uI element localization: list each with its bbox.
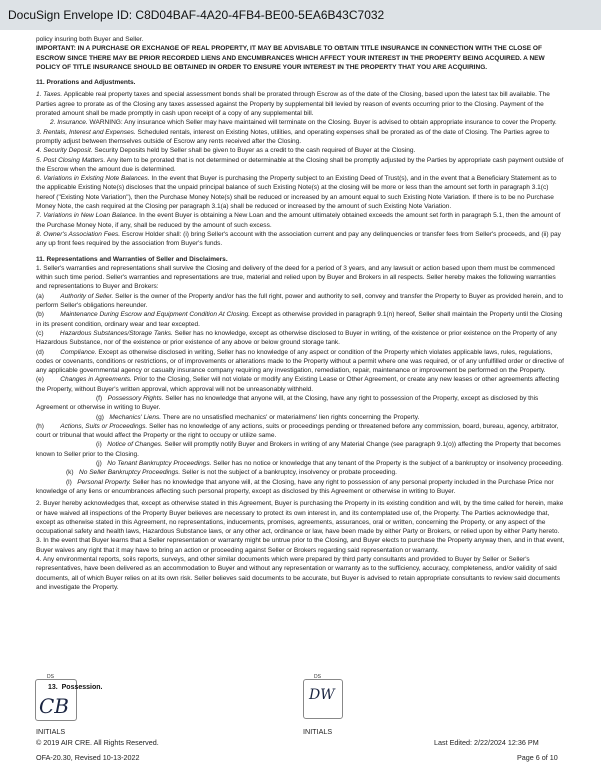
warranty-h: (h) Actions, Suits or Proceedings. Seller has no knowledge of any actions, suits or proceedings pending or threatened before any commission, board, bureau, agency, arbitrator, court or tribunal that would affect the Property or the right to occupy or utilize same. bbox=[36, 422, 559, 440]
possession-heading: 13. Possession. bbox=[48, 684, 103, 691]
contract-body bbox=[36, 35, 566, 592]
warranty-k: (k) No Seller Bankruptcy Proceedings. Seller is not the subject of a bankruptcy, insolvency or probate proceeding. bbox=[66, 469, 397, 477]
initials-label-left: INITIALS bbox=[36, 727, 66, 736]
warranty-g: (g) Mechanics' Liens. There are no unsatisfied mechanics' or materialmens' lien rights concerning the Property. bbox=[96, 413, 420, 421]
warranty-d: (d) Compliance. Except as otherwise disclosed in writing, Seller has no knowledge of any aspect or condition of the Property which violates applicable laws, rules, regulations, codes or covenants, conditions or restrictions, or of improvements or alterations made to the Property without a permit where one was required, or of any unfulfilled order or directive of any applicable governmental agency or casualty insurance company requiring any investigation, remediation, repair, maintenance or improvement be performed on the Property. bbox=[36, 348, 564, 375]
initials-label-right: INITIALS bbox=[303, 727, 333, 736]
proration-rentals: 3. Rentals, Interest and Expenses. Scheduled rentals, interest on Existing Notes, utilities, and operating expenses shall be prorated as of the date of Closing. The Parties agree to promptly adjust between themselves outside of Escrow any rents received after the Closing. bbox=[36, 128, 550, 145]
warranty-f: (f) Possessory Rights. Seller has no knowledge that anyone will, at the Closing, have any right to possession of the Property, except as disclosed by this Agreement or otherwise in writing to Buyer. bbox=[36, 394, 539, 412]
warranty-c: (c) Hazardous Substances/Storage Tanks. Seller has no knowledge, except as otherwise disclosed to Buyer in writing, of the existence or prior existence on the Property of any Hazardous Substance, nor of the existence or prior existence of any above or below ground storage tank. bbox=[36, 329, 557, 347]
warranty-b: (b) Maintenance During Escrow and Equipment Condition At Closing. Except as otherwise provided in paragraph 9.1(n) hereof, Seller shall maintain the Property until the Closing in its present condition, ordinary wear and tear excepted. bbox=[36, 311, 563, 328]
buyer-waiver: 3. In the event that Buyer learns that a Seller representation or warranty might be untrue prior to the Closing, and Buyer elects to purchase the Property anyway then, and in that event, Buyer waives any right that it may have to bring an action or proceeding against Seller or Brokers regarding said representation or warranty. bbox=[36, 537, 565, 554]
proration-note-variations: 6. Variations in Existing Note Balances. In the event that Buyer is purchasing the Property subject to an Existing Deed of Trust(s), and in the event that a Beneficiary Statement as to the applicable Existing Note(s) discloses that the unpaid principal balance of such Existing Note(s) at the closing will be more or less than the amount set forth in paragraph 3.1(c) hereof ("Existing Note Variation"), then the Purchase Money Note(s) shall be reduced or increased by an amount equal to such Existing Note Variation. If there is to be no Purchase Money Note, the cash required at the Closing per paragraph 3.1(a) shall be reduced or increased by the amount of such Existing Note Variation. bbox=[36, 175, 557, 211]
prorations-heading: 11. Prorations and Adjustments. bbox=[36, 79, 136, 87]
proration-taxes: 1. Taxes. Applicable real property taxes and special assessment bonds shall be prorated through Escrow as of the date of the Closing, based upon the latest tax bill available. The Parties agree to prorate as of the Closing any taxes assessed against the Property by supplemental bill levied by reason of events occurring prior to the Closing. Payment of the prorated amount shall be made promptly in cash upon receipt of a copy of any supplemental bill. bbox=[36, 91, 550, 118]
ds-tag-right: DS bbox=[314, 674, 321, 680]
page-number: Page 6 of 10 bbox=[517, 753, 558, 762]
warranty-e: (e) Changes in Agreements. Prior to the Closing, Seller will not violate or modify any Existing Lease or Other Agreement, or create any new leases or other agreements affecting the Property, without Buyer's written approval, which approval will not be unreasonably withheld. bbox=[36, 376, 560, 393]
environmental-reports: 4. Any environmental reports, soils reports, surveys, and other similar documents which were prepared by third party consultants and provided to Buyer by Seller or Seller's representatives, have been delivered as an accommodation to Buyer and without any representation or warranty as to the sufficiency, accuracy, completeness, and/or validity of said documents, all of which Buyer relies on at its own risk. Seller believes said documents to be accurate, but Buyer is advised to retain appropriate consultants to review said documents and investigate the Property. bbox=[36, 556, 561, 591]
last-edited-text: Last Edited: 2/22/2024 12:36 PM bbox=[434, 738, 539, 747]
representations-intro: 1. Seller's warranties and representations shall survive the Closing and delivery of the deed for a period of 3 years, and any lawsuit or action based upon them must be commenced within such time period. Seller's warranties and representations are true, material and relied upon by Buyer and Brokers in all respects. Seller hereby makes the following warranties and representations to Buyer and Brokers: bbox=[36, 264, 556, 291]
proration-new-loan: 7. Variations in New Loan Balance. In the event Buyer is obtaining a New Loan and the amount ultimately obtained exceeds the amount set forth in paragraph 5.1, then the amount of the Purchase Money Note, if any, shall be reduced by the amount of such excess. bbox=[36, 212, 561, 229]
docusign-envelope-header: DocuSign Envelope ID: C8D04BAF-4A20-4FB4-BE00-5EA6B43C7032 bbox=[0, 0, 601, 30]
proration-association-fees: 8. Owner's Association Fees. Escrow Holder shall: (i) bring Seller's account with the association current and pay any delinquencies or transfer fees from Seller's proceeds, and (ii) pay any up front fees required by the association from Buyer's funds. bbox=[36, 230, 561, 248]
warranty-i: (i) Notice of Changes. Seller will promptly notify Buyer and Brokers in writing of any Material Change (see paragraph 9.1(o)) affecting the Property that becomes known to Seller prior to the Closing. bbox=[36, 441, 561, 458]
buyer-acknowledgment: 2. Buyer hereby acknowledges that, except as otherwise stated in this Agreement, Buyer is purchasing the Property in its existing condition and will, by the time called for herein, make or have waived all inspections of the Property Buyer believes are necessary to protect its own interest in, and its contemplated use of, the Property. The Parties acknowledge that, except as otherwise stated in this Agreement, no representations, inducements, promises, agreements, assurances, oral or written, concerning the Property, or any aspect of the occupational safety and health laws, Hazardous Substance laws, or any other act, ordinance or law, have been made by either Party or Brokers, or relied upon by either Party hereto. bbox=[36, 500, 564, 536]
title-insurance-warning: IMPORTANT: IN A PURCHASE OR EXCHANGE OF REAL PROPERTY, IT MAY BE ADVISABLE TO OBTAIN TITLE INSURANCE IN CONNECTION WITH THE CLOSE OF ESCROW SINCE THERE MAY BE PRIOR RECORDED LIENS AND ENCUMBRANCES WHICH AFFECT YOUR INTEREST IN THE PROPERTY BEING ACQUIRED. A NEW POLICY OF TITLE INSURANCE SHOULD BE OBTAINED IN ORDER TO ENSURE YOUR INTEREST IN THE PROPERTY THAT YOU ARE ACQUIRING. bbox=[36, 45, 545, 71]
ds-tag-left: DS bbox=[47, 674, 54, 680]
initials-mark-left: CB bbox=[39, 694, 69, 718]
initials-mark-right: DW bbox=[309, 687, 335, 703]
copyright-text: © 2019 AIR CRE. All Rights Reserved. bbox=[36, 738, 159, 747]
warranty-l: (l) Personal Property. Seller has no knowledge that anyone will, at the Closing, have any right to possession of any personal property included in the Purchase Price nor knowledge of any liens or encumbrances affecting such personal property, except as disclosed by this Agreement or otherwise in writing to Buyer. bbox=[36, 478, 554, 495]
proration-post-closing: 5. Post Closing Matters. Any item to be prorated that is not determined or determinable at the Closing shall be promptly adjusted by the Parties by appropriate cash payment outside of the Escrow when the amount due is determined. bbox=[36, 156, 564, 173]
form-number: OFA-20.30, Revised 10-13-2022 bbox=[36, 753, 140, 762]
proration-security-deposit: 4. Security Deposit. Security Deposits held by Seller shall be given to Buyer as a credit to the cash required of Buyer at the Closing. bbox=[36, 147, 416, 155]
intro-line: policy insuring both Buyer and Seller. bbox=[36, 36, 144, 43]
representations-heading: 11. Representations and Warranties of Seller and Disclaimers. bbox=[36, 255, 228, 263]
proration-insurance: 2. Insurance. WARNING: Any insurance which Seller may have maintained will terminate on the Closing. Buyer is advised to obtain appropriate insurance to cover the Property. bbox=[50, 119, 557, 127]
warranty-j: (j) No Tenant Bankruptcy Proceedings. Seller has no notice or knowledge that any tenant of the Property is the subject of a bankruptcy or insolvency proceeding. bbox=[96, 460, 563, 468]
warranty-a: (a) Authority of Seller. Seller is the owner of the Property and/or has the full right, power and authority to sell, convey and transfer the Property to Buyer as provided herein, and to perform Seller's obligations hereunder. bbox=[36, 292, 563, 310]
